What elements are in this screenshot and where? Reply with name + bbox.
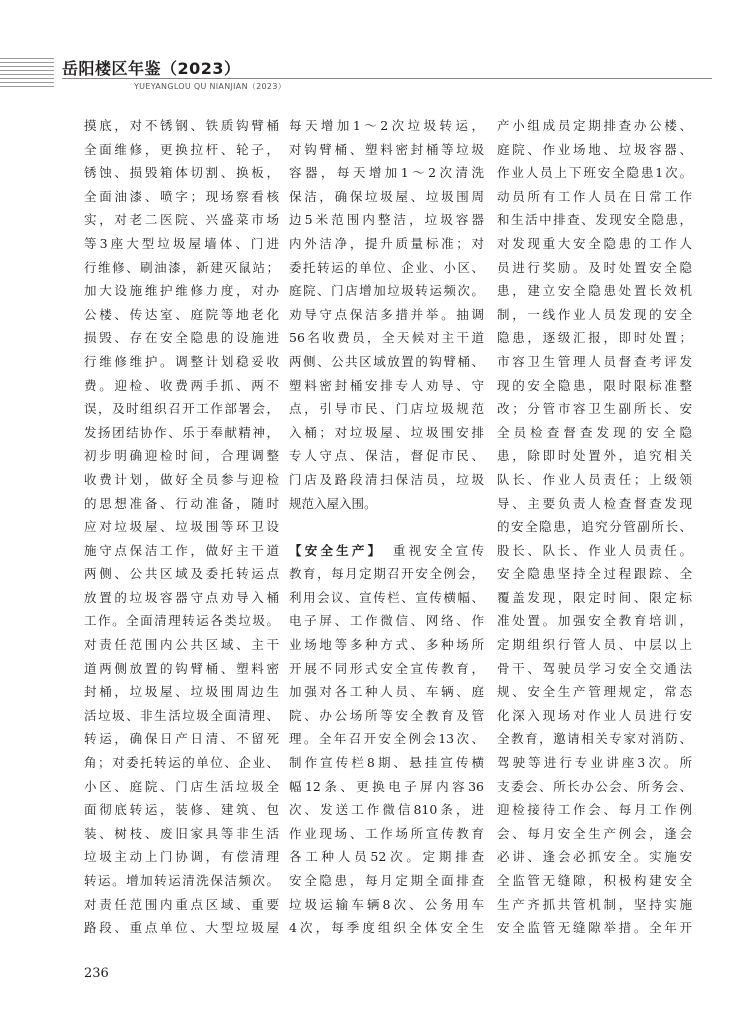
text-line: 摸底，对不锈钢、铁质钩臂桶 — [84, 118, 279, 133]
text-line: 改；分管市容卫生副所长、安 — [497, 401, 692, 417]
text-line: 每天增加1～2次垃圾转运， — [289, 118, 484, 133]
text-line: 入桶；对垃圾屋、垃圾围安排 — [289, 424, 484, 440]
text-line: 支委会、所长办公会、所务会、 — [497, 778, 692, 794]
text-line: 应对垃圾屋、垃圾围等环卫设 — [84, 519, 279, 535]
text-line: 理。全年召开安全例会13次、 — [289, 731, 484, 747]
text-line: 安全隐患，每月定期全面排查 — [289, 873, 484, 888]
text-line: 会、每月安全生产例会，逢会 — [497, 825, 692, 841]
text-line: 覆盖发现，限定时间、限定标 — [497, 589, 692, 605]
text-line: 现的安全隐患，限时限标准整 — [497, 377, 692, 393]
text-line: 次、发送工作微信810条，进 — [289, 802, 484, 818]
yearbook-subtitle: YUEYANGLOU QU NIANJIAN（2023） — [134, 82, 287, 91]
text-line: 安全隐患坚持全过程跟踪、全 — [497, 566, 692, 582]
text-line: 患，建立安全隐患处置长效机 — [497, 283, 692, 299]
text-line: 全面油漆、喷字；现场察看核 — [84, 188, 279, 204]
text-line: 面彻底转运，装修、建筑、包 — [84, 802, 279, 818]
text-line: 导、主要负责人检查督查发现 — [497, 495, 692, 511]
text-line: 内外洁净，提升质量标准；对 — [289, 235, 484, 251]
text-line: 迎检接待工作会、每月工作例 — [497, 802, 692, 818]
text-line: 安全监管无缝隙举措。全年开 — [497, 920, 692, 936]
text-line: 装、树枝、废旧家具等非生活 — [84, 825, 279, 841]
text-line: 动员所有工作人员在日常工作 — [497, 188, 692, 204]
text-line: 活垃圾、非生活垃圾全面清理、 — [84, 707, 279, 723]
text-line: 骨干、驾驶员学习安全交通法 — [497, 660, 692, 676]
text-column-2 — [289, 114, 484, 940]
text-line: 和生活中排查、发现安全隐患， — [497, 212, 692, 228]
text-line: 制，一线作业人员发现的安全 — [497, 306, 692, 322]
text-line: 4次，每季度组织全体安全生 — [289, 920, 484, 936]
text-line: 路段、重点单位、大型垃圾屋 — [84, 920, 279, 936]
text-line: 电子屏、工作微信、网络、作 — [289, 613, 484, 629]
text-line: 庭院、作业场地、垃圾容器、 — [497, 141, 692, 157]
text-line: 收费计划，做好全员参与迎检 — [84, 471, 279, 487]
text-line: 对责任范围内重点区域、重要 — [84, 896, 279, 912]
text-line: 工作。全面清理转运各类垃圾。 — [84, 613, 279, 629]
text-line: 全员检查督查发现的安全隐 — [497, 424, 692, 440]
text-line: 封桶，垃圾屋、垃圾围周边生 — [84, 684, 279, 700]
text-line: 股长、队长、作业人员责任。 — [497, 542, 692, 558]
text-line: 患，除即时处置外，追究相关 — [497, 448, 692, 464]
text-line: 等3座大型垃圾屋墙体、门进 — [84, 235, 279, 251]
text-line: 施守点保洁工作，做好主干道 — [84, 542, 279, 558]
text-line: 【安全生产】 重视安全宣传 — [289, 542, 484, 558]
text-line: 实，对老二医院、兴盛菜市场 — [84, 212, 279, 228]
text-line: 道两侧放置的钩臂桶、塑料密 — [84, 660, 279, 676]
text-line: 全监管无缝隙，积极构建安全 — [497, 873, 692, 888]
text-line: 点，引导市民、门店垃圾规范 — [289, 401, 484, 417]
text-line: 必讲、逢会必抓安全。实施安 — [497, 849, 692, 865]
text-line: 员进行奖励。及时处置安全隐 — [497, 259, 692, 275]
text-line: 转运。增加转运清洗保洁频次。 — [84, 873, 279, 888]
text-line: 幅12条、更换电子屏内容36 — [289, 778, 484, 794]
text-line: 转运，确保日产日清、不留死 — [84, 731, 279, 747]
text-line: 委托转运的单位、企业、小区、 — [289, 259, 484, 275]
text-line: 两侧、公共区域及委托转运点 — [84, 566, 279, 582]
text-line: 误，及时组织召开工作部署会， — [84, 401, 279, 417]
text-line: 驾驶等进行专业讲座3次。所 — [497, 755, 692, 771]
text-line: 行维修维护。调整计划稳妥收 — [84, 353, 279, 369]
text-line: 两侧、公共区域放置的钩臂桶、 — [289, 353, 484, 369]
text-line: 对发现重大安全隐患的工作人 — [497, 235, 692, 251]
text-line: 劝导守点保洁多措并举。抽调 — [289, 306, 484, 322]
text-line: 全教育，邀请相关专家对消防、 — [497, 731, 692, 747]
text-line: 院、办公场所等安全教育及管 — [289, 707, 484, 723]
text-line: 队长、作业人员责任；上级领 — [497, 471, 692, 487]
text-line: 规、安全生产管理规定，常态 — [497, 684, 692, 700]
paragraph-gap — [289, 515, 484, 539]
text-line: 各工种人员52次。定期排查 — [289, 849, 484, 865]
text-line: 市容卫生管理人员督查考评发 — [497, 353, 692, 369]
text-line: 准处置。加强安全教育培训， — [497, 613, 692, 629]
text-line: 对钩臂桶、塑料密封桶等垃圾 — [289, 141, 484, 157]
text-column-1 — [84, 114, 279, 940]
text-line: 加大设施维护维修力度，对办 — [84, 283, 279, 299]
text-line: 利用会议、宣传栏、宣传横幅、 — [289, 589, 484, 605]
text-line: 化深入现场对作业人员进行安 — [497, 707, 692, 723]
text-line: 小区、庭院、门店生活垃圾全 — [84, 778, 279, 794]
text-line: 作业人员上下班安全隐患1次。 — [497, 165, 692, 181]
text-line: 边5米范围内整洁，垃圾容器 — [289, 212, 484, 228]
text-line: 公楼、传达室、庭院等地老化 — [84, 306, 279, 322]
page-number: 236 — [84, 966, 109, 981]
text-line: 对责任范围内公共区域、主干 — [84, 637, 279, 653]
text-line: 生产齐抓共管机制，坚持实施 — [497, 896, 692, 912]
text-line: 隐患，逐级汇报，即时处置； — [497, 330, 692, 346]
text-line: 定期组织行管人员、中层以上 — [497, 637, 692, 653]
text-line: 规范入屋入围。 — [289, 495, 377, 511]
text-line: 56名收费员，全天候对主干道 — [289, 330, 484, 346]
text-line: 塑料密封桶安排专人劝导、守 — [289, 377, 484, 393]
text-line: 庭院、门店增加垃圾转运频次。 — [289, 283, 484, 299]
text-line: 发扬团结协作、乐于奉献精神， — [84, 424, 279, 440]
header-stripes-decoration — [0, 58, 54, 88]
text-line: 初步明确迎检时间，合理调整 — [84, 448, 279, 464]
running-header — [0, 44, 750, 96]
text-line: 教育，每月定期召开安全例会， — [289, 566, 484, 582]
section-heading: 【安全生产】 — [289, 542, 378, 558]
text-line: 作业现场、工作场所宣传教育 — [289, 825, 484, 841]
text-line: 制作宣传栏8期、悬挂宣传横 — [289, 755, 484, 771]
text-line: 放置的垃圾容器守点劝导入桶 — [84, 589, 279, 605]
text-line: 垃圾运输车辆8次、公务用车 — [289, 896, 484, 912]
text-line: 容器，每天增加1～2次清洗 — [289, 165, 484, 181]
text-line: 开展不同形式安全宣传教育， — [289, 660, 484, 676]
text-line: 加强对各工种人员、车辆、庭 — [289, 684, 484, 700]
text-line: 业场地等多种方式、多种场所 — [289, 637, 484, 653]
text-line: 的安全隐患，追究分管副所长、 — [497, 519, 692, 535]
text-line: 专人守点、保洁，督促市民、 — [289, 448, 484, 464]
text-line: 的思想准备、行动准备，随时 — [84, 495, 279, 511]
text-line: 损毁、存在安全隐患的设施进 — [84, 330, 279, 346]
text-line: 全面维修，更换拉杆、轮子， — [84, 141, 279, 157]
text-line: 费。迎检、收费两手抓、两不 — [84, 377, 279, 393]
text-line: 门店及路段清扫保洁员，垃圾 — [289, 471, 484, 487]
text-line: 保洁，确保垃圾屋、垃圾围周 — [289, 188, 484, 204]
yearbook-title: 岳阳楼区年鉴（2023） — [62, 59, 241, 78]
header-rule — [62, 78, 712, 79]
text-line: 行维修、刷油漆，新建灭鼠站； — [84, 259, 279, 275]
text-line: 垃圾主动上门协调，有偿清理 — [84, 849, 279, 865]
text-line: 锈蚀、损毁箱体切割、换板， — [84, 165, 279, 181]
text-column-3 — [497, 114, 692, 940]
text-line: 角；对委托转运的单位、企业、 — [84, 755, 279, 771]
text-line: 产小组成员定期排查办公楼、 — [497, 118, 692, 133]
